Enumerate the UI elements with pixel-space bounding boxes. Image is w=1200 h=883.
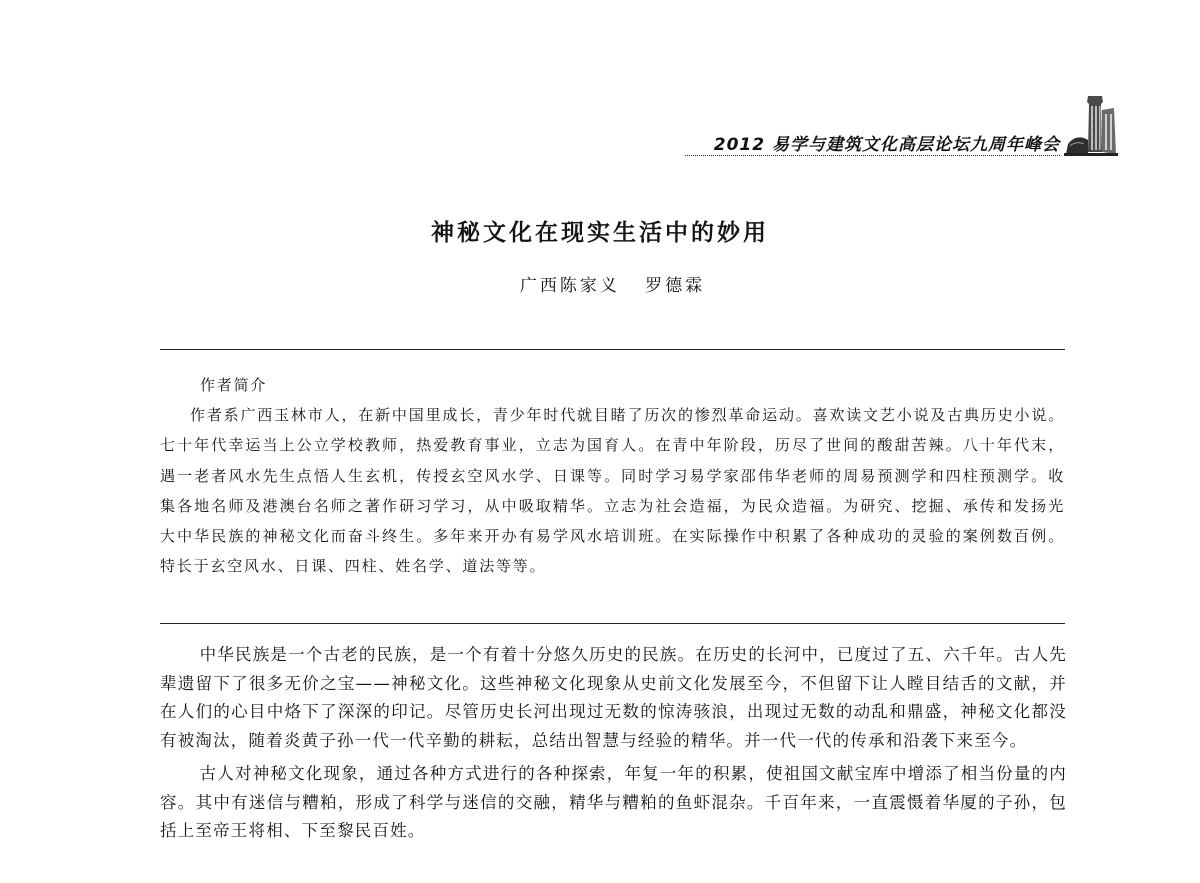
header-dotted-rule: [685, 155, 1060, 156]
bio-text: 作者系广西玉林市人，在新中国里成长，青少年时代就目睹了历次的惨烈革命运动。喜欢读文艺小说及古典历史小说。七十年代幸运当上公立学校教师，热爱教育事业，立志为国育人。在青中年阶段，历尽了世间的酸甜苦辣。八十年代末，遇一老者风水先生点悟人生玄机，传授玄空风水学、日课等。同时学习易学家邵伟华老师的周易预测学和四柱预测学。收集各地名师及港澳台名师之著作研习学习，从中吸取精华。立志为社会造福，为民众造福。为研究、挖掘、承传和发扬光大中华民族的神秘文化而奋斗终生。多年来开办有易学风水培训班。在实际操作中积累了各种成功的灵验的案例数百例。特长于玄空风水、日课、四柱、姓名学、道法等等。: [160, 406, 1065, 576]
article-title: 神秘文化在现实生活中的妙用: [431, 220, 769, 246]
running-header: [640, 128, 1060, 158]
bio-bottom-rule: [160, 623, 1065, 624]
body-paragraph: 中华民族是一个古老的民族，是一个有着十分悠久历史的民族。在历史的长河中，已度过了五、六千年。古人先辈遗留下了很多无价之宝——神秘文化。这些神秘文化现象从史前文化发展至今，不但留下让人瞠目结舌的文献，并在人们的心目中烙下了深深的印记。尽管历史长河出现过无数的惊涛骇浪，出现过无数的动乱和鼎盛，神秘文化都没有被淘汰，随着炎黄子孙一代一代辛勤的耕耘，总结出智慧与经验的精华。并一代一代的传承和沿袭下来至今。: [160, 645, 1067, 750]
bio-top-rule: [160, 349, 1065, 350]
body-paragraph: 古人对神秘文化现象，通过各种方式进行的各种探索，年复一年的积累，使祖国文献宝库中增添了相当份量的内容。其中有迷信与糟粕，形成了科学与迷信的交融，精华与糟粕的鱼虾混杂。千百年来，一直震慑着华厦的子孙，包括上至帝王将相、下至黎民百姓。: [160, 764, 1067, 840]
building-emblem-icon: [1062, 92, 1122, 158]
author-bio: [160, 370, 1065, 581]
bio-heading: 作者简介: [200, 376, 268, 394]
running-header-text: 2012 易学与建筑文化高层论坛九周年峰会: [713, 135, 1060, 155]
article-body: [160, 641, 1067, 846]
article-authors: 广西陈家义 罗德霖: [519, 276, 706, 296]
